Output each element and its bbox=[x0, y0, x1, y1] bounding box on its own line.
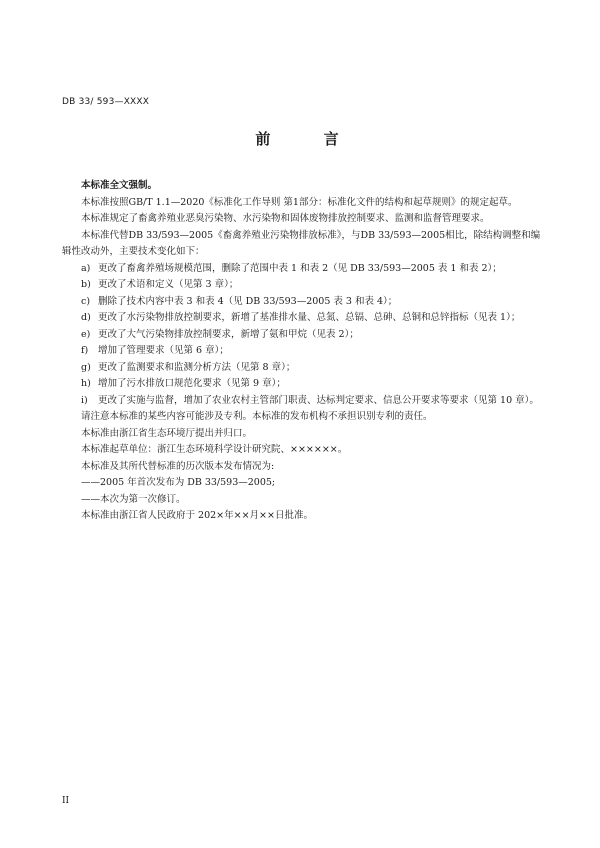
list-marker: f) bbox=[81, 345, 89, 356]
list-item bbox=[62, 261, 546, 278]
list-marker: b) bbox=[81, 279, 91, 290]
preface-body bbox=[62, 178, 546, 525]
list-marker: e) bbox=[81, 328, 91, 340]
history-item: ——本次为第一次修订。 bbox=[81, 493, 186, 505]
list-marker: c) bbox=[81, 295, 91, 307]
changes-list bbox=[62, 261, 546, 410]
page-number: II bbox=[62, 796, 70, 806]
list-item-text: 更改了术语和定义（见第 3 章）； bbox=[98, 279, 239, 290]
history-item: ——2005 年首次发布为 DB 33/593—2005; bbox=[81, 477, 276, 488]
history-heading: 本标准及其所代替标准的历次版本发布情况为: bbox=[81, 460, 275, 472]
list-item bbox=[62, 393, 546, 410]
list-marker: d) bbox=[81, 312, 91, 323]
approval-paragraph: 本标准由浙江省人民政府于 202×年××月××日批准。 bbox=[81, 510, 313, 521]
list-marker: a) bbox=[81, 262, 91, 274]
mandatory-statement: 本标准全文强制。 bbox=[81, 180, 158, 191]
list-item-text: 更改了实施与监督，增加了农业农村主管部门职责、达标判定要求、信息公开要求等要求（见第 10 章）。 bbox=[98, 394, 539, 406]
list-item-text: 更改了监测要求和监测分析方法（见第 8 章）； bbox=[98, 361, 296, 373]
list-item-text: 更改了水污染物排放控制要求，新增了基准排水量、总氮、总镉、总砷、总铜和总锌指标（见表 1）； bbox=[98, 312, 521, 323]
drafting-rule-paragraph: 本标准按照GB/T 1.1—2020《标准化工作导则 第1部分：标准化文件的结构和起草规则》的规定起草。 bbox=[81, 196, 518, 208]
proposer-paragraph: 本标准由浙江省生态环境厅提出并归口。 bbox=[81, 427, 253, 439]
list-item bbox=[62, 343, 546, 360]
list-item-text: 增加了污水排放口规范化要求（见第 9 章）； bbox=[98, 378, 286, 389]
list-item-text: 更改了畜禽养殖场规模范围，删除了范围中表 1 和表 2（见 DB 33/593—2005 表 1 和表 2）； bbox=[98, 262, 502, 274]
drafting-units-paragraph: 本标准起草单位：浙江生态环境科学设计研究院、××××××。 bbox=[81, 444, 348, 455]
page-title: 前 言 bbox=[255, 130, 363, 148]
patent-notice: 请注意本标准的某些内容可能涉及专利。本标准的发布机构不承担识别专利的责任。 bbox=[81, 411, 433, 422]
list-marker: i) bbox=[81, 394, 88, 406]
list-item-text: 删除了技术内容中表 3 和表 4（见 DB 33/593—2005 表 3 和表 4）； bbox=[98, 295, 398, 307]
list-item bbox=[62, 277, 546, 294]
list-marker: h) bbox=[81, 378, 91, 389]
scope-paragraph: 本标准规定了畜禽养殖业恶臭污染物、水污染物和固体废物排放控制要求、监测和监督管理要求。 bbox=[81, 213, 490, 224]
replacement-paragraph: 本标准代替DB 33/593—2005《畜禽养殖业污染物排放标准》，与DB 33/593—2005相比，除结构调整和编辑性改动外，主要技术变化如下： bbox=[62, 229, 541, 257]
list-item bbox=[62, 294, 546, 311]
list-item bbox=[62, 376, 546, 393]
list-item bbox=[62, 310, 546, 327]
list-marker: g) bbox=[81, 361, 91, 373]
document-id: DB 33/ 593—XXXX bbox=[62, 97, 150, 107]
list-item-text: 更改了大气污染物排放控制要求，新增了氨和甲烷（见表 2）； bbox=[98, 328, 359, 340]
list-item bbox=[62, 327, 546, 344]
list-item-text: 增加了管理要求（见第 6 章）； bbox=[98, 345, 229, 356]
list-item bbox=[62, 360, 546, 377]
